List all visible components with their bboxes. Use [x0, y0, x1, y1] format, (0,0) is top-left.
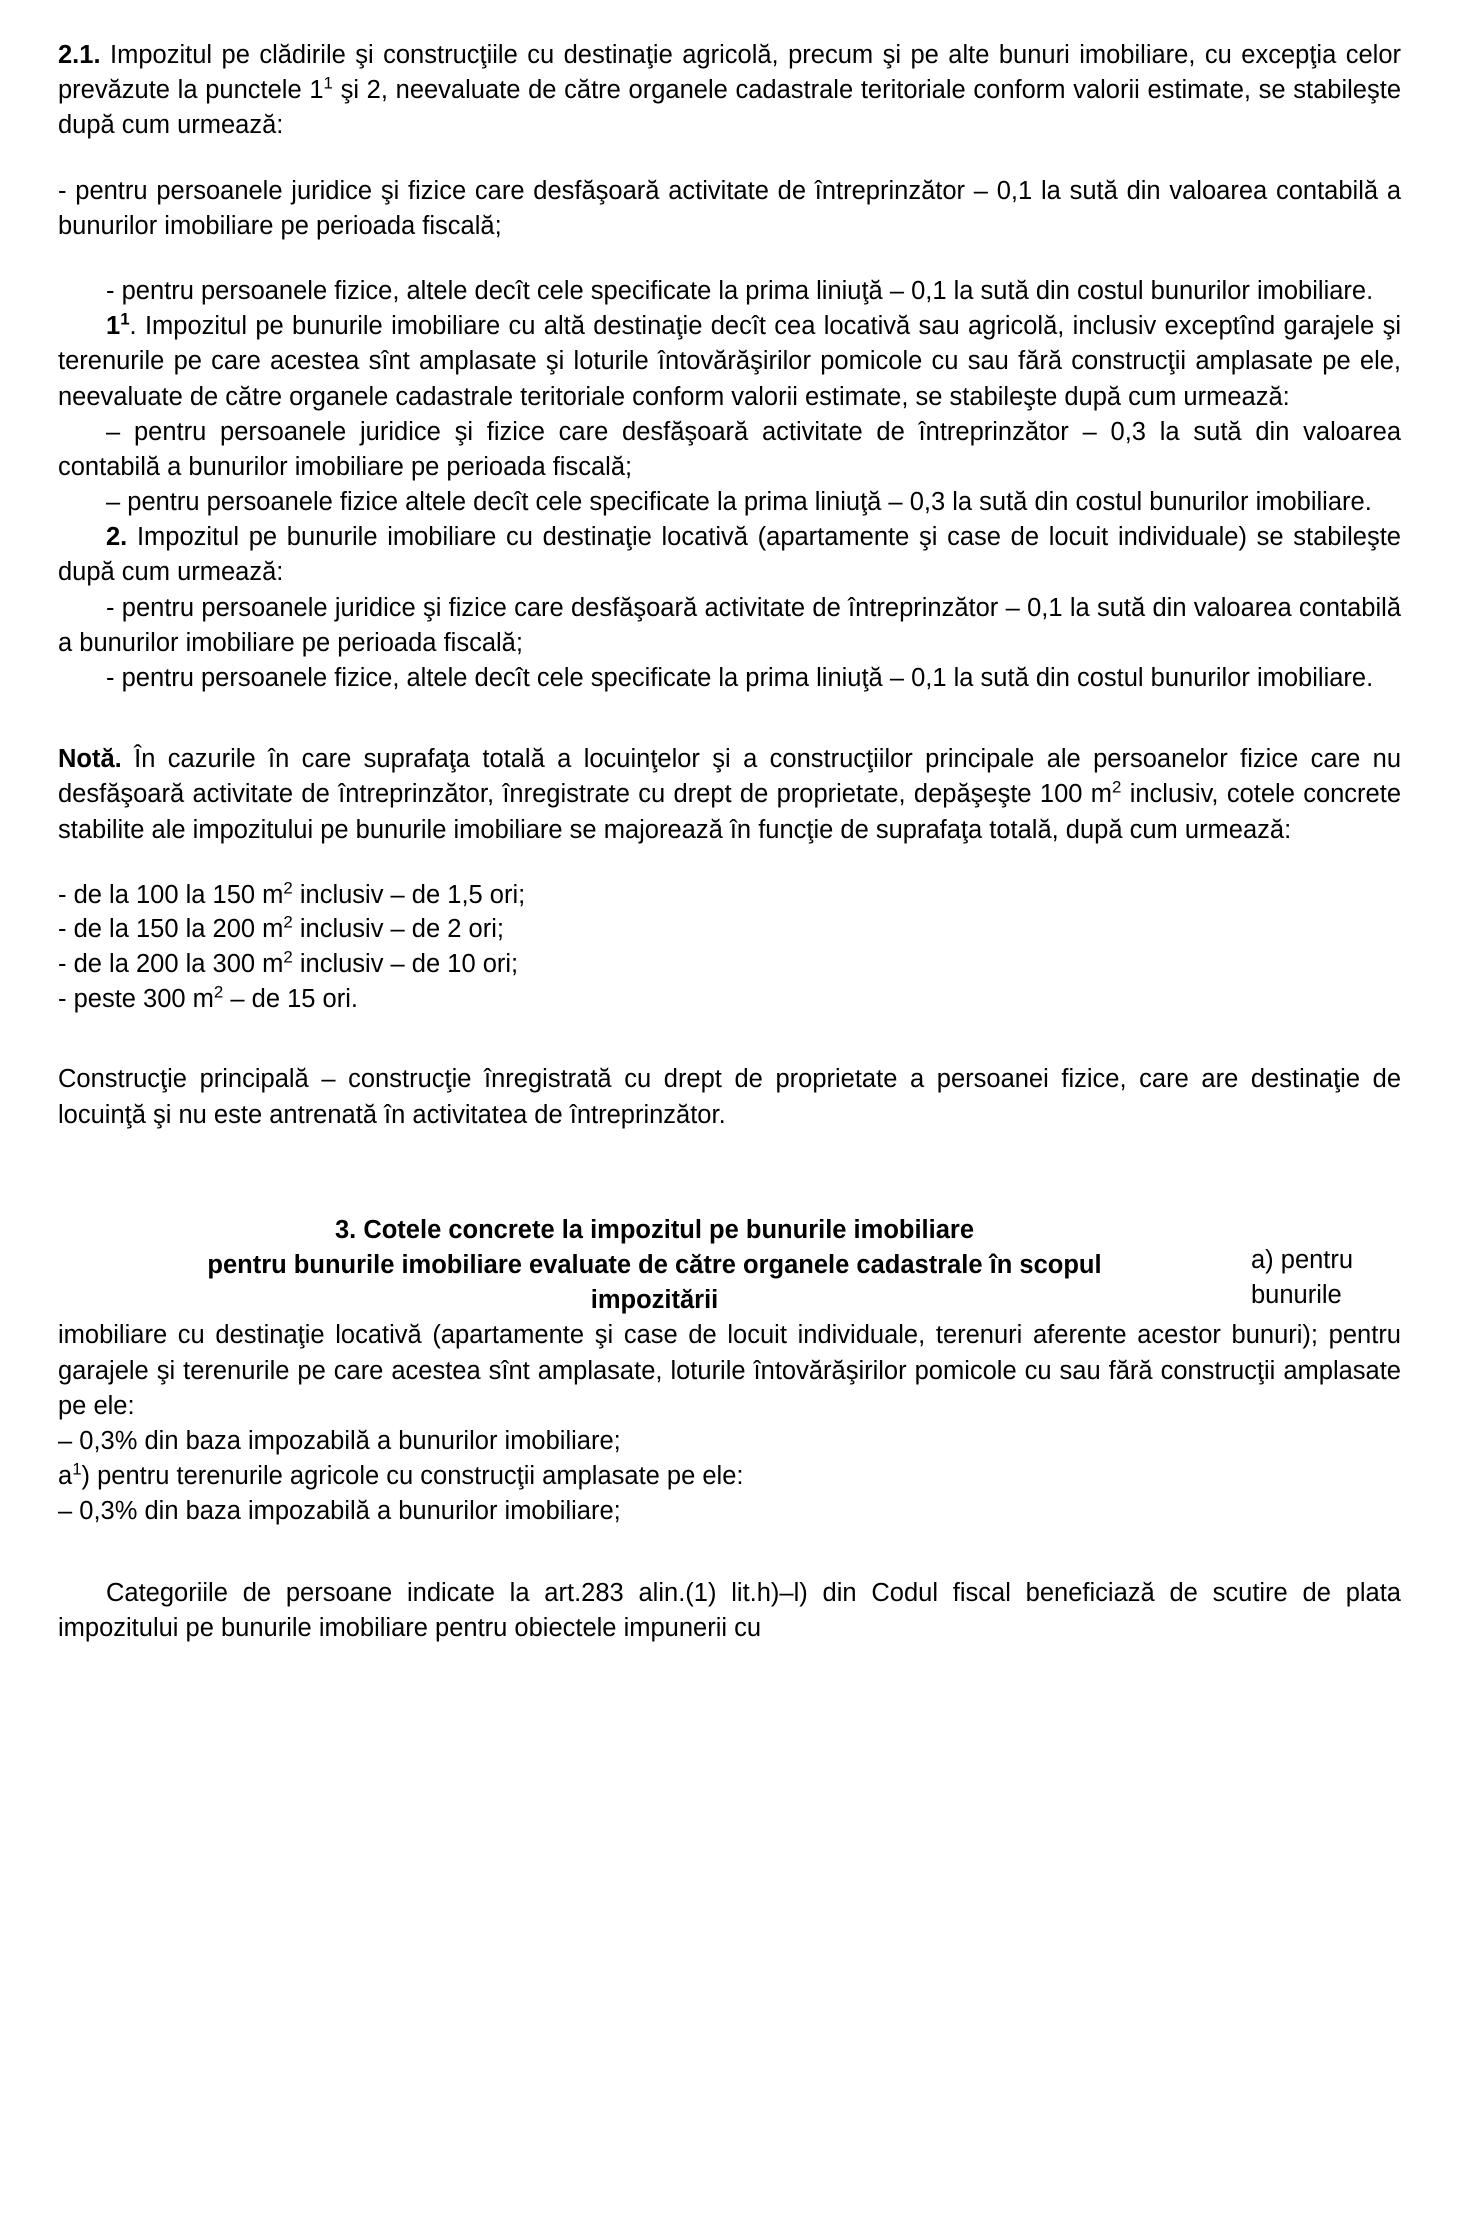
paragraph-2: [58, 520, 1401, 590]
nota-item-pre: - peste 300 m: [58, 984, 214, 1013]
nota-item-sup: 2: [283, 878, 293, 898]
paragraph-3-a1: [58, 1459, 1401, 1494]
nota-item-post: inclusiv – de 2 ori;: [292, 915, 504, 944]
paragraph-nota: [58, 742, 1401, 848]
nota-item-sup: 2: [283, 947, 293, 967]
text-nota-a: În cazurile în care suprafaţa totală a locuinţelor şi a construcţiilor principale ale persoanelor fizice care nu desfăşoară activitate de întreprinzător, înregistrate cu drept de proprietate, depăşeşte 100 m: [58, 745, 1401, 809]
heading-3-line-2: pentru bunurile imobiliare evaluate de către organele cadastrale în scopul: [207, 1251, 1102, 1279]
nota-list-item: [58, 912, 1401, 947]
paragraph-constructie-principala: Construcţie principală – construcţie înregistrată cu drept de proprietate a persoanei fizice, care are destinaţie de locuinţă şi nu este antrenată în activitatea de întreprinzător.: [58, 1065, 1401, 1129]
heading-3-line-1: 3. Cotele concrete la impozitul pe bunurile imobiliare: [334, 1215, 975, 1244]
label-1-1: 1: [106, 312, 121, 341]
sup-2-1: 1: [323, 73, 333, 93]
nota-list-item: [58, 947, 1401, 982]
paragraph-2-1: [58, 38, 1401, 144]
nota-item-pre: - de la 100 la 150 m: [58, 880, 284, 909]
label-a1-sup: 1: [72, 1459, 82, 1479]
text-2-1-b: şi 2, neevaluate de către organele cadastrale teritoriale conform valorii estimate, se stabileşte după cum urmează:: [58, 76, 1402, 140]
nota-item-pre: - de la 150 la 200 m: [58, 915, 284, 944]
text-2-1-a: Impozitul pe clădirile şi construcţiile cu destinaţie agricolă, precum şi pe alte bunuri imobiliare, cu excepţia celor prevăzute la punctele 1: [58, 41, 1401, 105]
paragraph-2-bullet-2: - pentru persoanele fizice, altele decît cele specificate la prima liniuţă – 0,1 la sută din costul bunurilor imobiliare.: [106, 664, 1374, 692]
text-1-1: . Impozitul pe bunurile imobiliare cu altă destinaţie decît cea locativă sau agricolă, inclusiv exceptînd garajele şi terenurile pe care acestea sînt amplasate şi loturile întovărăşirilor pomicole cu sau fără construcţii amplasate pe ele, neevaluate de către organele cadastrale teritoriale conform valorii estimate, se stabileşte după cum urmează:: [58, 312, 1401, 411]
nota-item-post: inclusiv – de 10 ori;: [292, 950, 519, 979]
nota-item-sup: 2: [213, 982, 224, 1002]
section-3-heading: [58, 1213, 1401, 1319]
paragraph-1-1: [58, 309, 1401, 415]
nota-item-post: inclusiv – de 1,5 ori;: [292, 880, 526, 909]
label-a1-post: ) pentru terenurile agricole cu construcţii amplasate pe ele:: [81, 1462, 744, 1491]
label-2-1: 2.1.: [58, 41, 101, 69]
label-2: 2.: [106, 523, 128, 552]
nota-item-sup: 2: [283, 912, 293, 932]
paragraph-2-bullet-1: - pentru persoanele juridice şi fizice care desfăşoară activitate de întreprinzător – 0,1 la sută din valoarea contabilă a bunurilor imobiliare pe perioada fiscală;: [58, 593, 1401, 657]
paragraph-2-1-bullet-2: - pentru persoanele fizice, altele decît cele specificate la prima liniuţă – 0,1 la sută din costul bunurilor imobiliare.: [106, 276, 1374, 305]
paragraph-3-body: imobiliare cu destinaţie locativă (apartamente şi case de locuit individuale, terenuri aferente acestor bunuri); pentru garajele şi terenurile pe care acestea sînt amplasate, loturile întovărăşirilor pomicole cu sau fără construcţii amplasate pe ele:: [58, 1321, 1401, 1420]
nota-list-item: [58, 982, 1401, 1017]
nota-item-post: – de 15 ori.: [223, 984, 358, 1013]
text-nota-b: inclusiv, cotele concrete stabilite ale impozitului pe bunurile imobiliare se majorează în funcţie de suprafaţa totală, după cum urmează:: [58, 780, 1401, 844]
label-nota: Notă.: [58, 745, 122, 774]
nota-list-item: [58, 878, 1401, 913]
paragraph-final: Categoriile de persoane indicate la art.283 alin.(1) lit.h)–l) din Codul fiscal beneficiază de scutire de plata impozitului pe bunurile imobiliare pentru obiectele impunerii cu: [58, 1578, 1401, 1642]
paragraph-3-rate-1: – 0,3% din baza impozabilă a bunurilor imobiliare;: [58, 1426, 621, 1455]
paragraph-2-1-bullet-1: - pentru persoanele juridice şi fizice care desfăşoară activitate de întreprinzător – 0,1 la sută din valoarea contabilă a bunurilor imobiliare pe perioada fiscală;: [58, 176, 1401, 240]
paragraph-1-1-bullet-2: – pentru persoanele fizice altele decît cele specificate la prima liniuţă – 0,3 la sută din costul bunurilor imobiliare.: [106, 488, 1372, 517]
sup-nota: 2: [1112, 777, 1122, 797]
heading-3-line-3: impozitării: [590, 1286, 719, 1315]
heading-3-side-note: a) pentru bunurile: [1251, 1245, 1354, 1309]
paragraph-1-1-bullet-1: – pentru persoanele juridice şi fizice care desfăşoară activitate de întreprinzător – 0,3 la sută din valoarea contabilă a bunurilor imobiliare pe perioada fiscală;: [58, 417, 1401, 481]
label-1-1-sup: 1: [120, 309, 130, 329]
text-2: Impozitul pe bunurile imobiliare cu destinaţie locativă (apartamente şi case de locuit individuale) se stabileşte după cum urmează:: [58, 523, 1401, 587]
paragraph-3-rate-2: – 0,3% din baza impozabilă a bunurilor imobiliare;: [58, 1497, 621, 1526]
label-a1-pre: a: [58, 1462, 73, 1491]
nota-item-pre: - de la 200 la 300 m: [58, 950, 284, 979]
